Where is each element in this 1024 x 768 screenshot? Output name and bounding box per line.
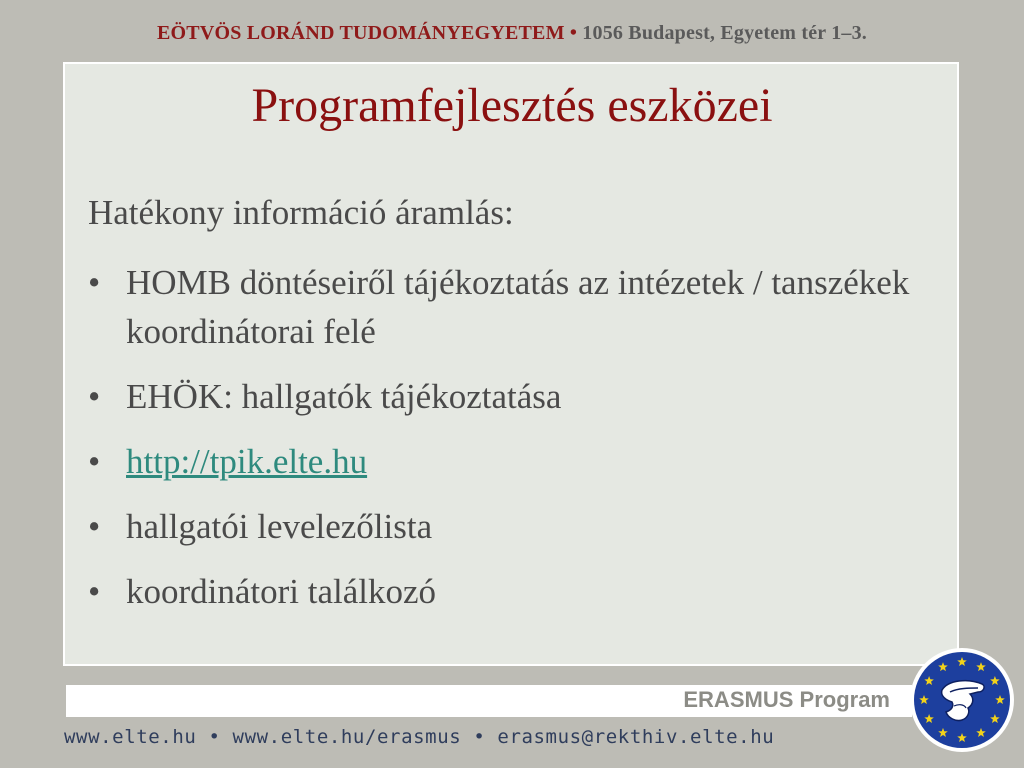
footer-contacts: www.elte.hu • www.elte.hu/erasmus • erasmus@rekthiv.elte.hu [64, 726, 775, 748]
erasmus-logo-icon [908, 646, 1016, 754]
erasmus-name: ERASMUS [683, 687, 794, 712]
bullet-item [88, 567, 968, 616]
slide-title: Programfejlesztés eszközei [251, 79, 773, 132]
bullet-text: koordinátori találkozó [126, 572, 437, 611]
bullet-text: hallgatói levelezőlista [126, 507, 433, 546]
erasmus-program: Program [799, 687, 890, 712]
bullet-item [88, 437, 968, 486]
bullet-dot: • [88, 507, 101, 546]
intro-text: Hatékony információ áramlás: [88, 193, 514, 232]
bullet-dot: • [88, 377, 101, 416]
slide-header [0, 22, 1024, 45]
bullet-dot: • [88, 263, 101, 302]
university-name: EÖTVÖS LORÁND TUDOMÁNYEGYETEM [156, 22, 565, 44]
bullet-list [88, 258, 968, 632]
university-address: 1056 Budapest, Egyetem tér 1–3. [582, 22, 867, 44]
bullet-text: EHÖK: hallgatók tájékoztatása [126, 377, 562, 416]
header-separator: • [564, 22, 583, 44]
bullet-text: HOMB döntéseiről tájékoztatás az intézetek / tanszékek koordinátorai felé [126, 263, 910, 351]
erasmus-bar [66, 685, 912, 717]
tpik-link[interactable]: http://tpik.elte.hu [126, 442, 368, 481]
bullet-item [88, 258, 968, 356]
erasmus-label [683, 687, 890, 713]
bullet-item [88, 502, 968, 551]
bullet-dot: • [88, 442, 101, 481]
bullet-dot: • [88, 572, 101, 611]
bullet-item [88, 372, 968, 421]
